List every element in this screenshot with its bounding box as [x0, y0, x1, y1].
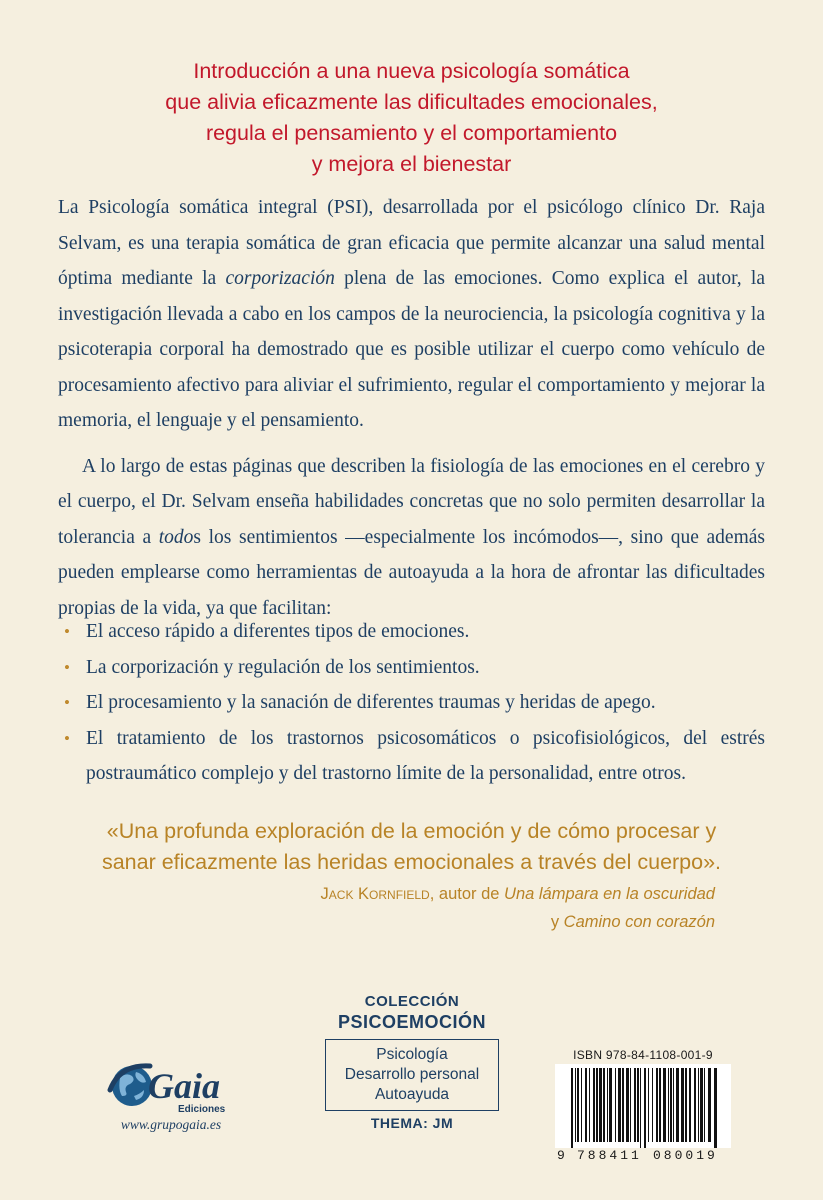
headline-line: que alivia eficazmente las dificultades emocionales, [165, 90, 658, 114]
isbn-barcode [555, 1048, 731, 1163]
barcode-bar [596, 1068, 598, 1142]
barcode-icon [555, 1064, 731, 1148]
quote-line: «Una profunda exploración de la emoción y de cómo procesar y [106, 819, 717, 843]
barcode-bar [659, 1068, 661, 1142]
barcode-digit-group: 080019 [653, 1148, 718, 1163]
bullet-icon: • [64, 622, 70, 641]
isbn-label: ISBN 978-84-1108-001-9 [573, 1048, 713, 1062]
barcode-bar [640, 1068, 641, 1148]
list-item [58, 614, 765, 650]
headline [60, 56, 763, 180]
barcode-bar [585, 1068, 587, 1142]
barcode-bar [593, 1068, 595, 1142]
subject-item: Autoayuda [374, 1086, 450, 1103]
barcode-area [555, 1064, 731, 1148]
attribution-connector: y [550, 913, 564, 931]
bullet-icon: • [64, 728, 70, 748]
barcode-digit-group: 788411 [577, 1148, 642, 1163]
paragraph-1-italic: corporización [225, 268, 335, 289]
barcode-bar [663, 1068, 666, 1142]
headline-line: Introducción a una nueva psicología somática [193, 59, 630, 83]
barcode-bar [670, 1068, 672, 1142]
barcode-bar [656, 1068, 658, 1142]
attribution-book-1: Una lámpara en la oscuridad [504, 885, 715, 903]
barcode-bar [589, 1068, 590, 1142]
barcode-bar [689, 1068, 691, 1142]
logo-wordmark: Gaia [148, 1066, 220, 1106]
barcode-bar [704, 1068, 705, 1142]
barcode-bar [685, 1068, 687, 1142]
barcode-bar [607, 1068, 608, 1142]
quote-line: sanar eficazmente las heridas emocionales a través del cuerpo». [101, 850, 722, 874]
barcode-bar [694, 1068, 696, 1142]
barcode-bar [571, 1068, 573, 1148]
attribution-book-2: Camino con corazón [563, 913, 715, 931]
barcode-bar [714, 1068, 717, 1148]
subject-item: Psicología [376, 1046, 448, 1063]
collection-name: PSICOEMOCIÓN [337, 1012, 486, 1032]
globe-icon [96, 1050, 246, 1120]
barcode-bar [668, 1068, 669, 1142]
collection-label: COLECCIÓN [364, 993, 460, 1010]
list-item [58, 721, 765, 792]
barcode-bar [618, 1068, 621, 1142]
barcode-bar [603, 1068, 605, 1142]
barcode-bar [626, 1068, 629, 1142]
barcode-bar [634, 1068, 636, 1142]
benefits-list [58, 614, 765, 792]
barcode-bar [673, 1068, 674, 1142]
paragraph-2-part: s los sentimientos —especialmente los incómodos—, sino que además pueden emplearse como herramientas de autoayuda a la hora de afrontar las dificultades propias de la vida, ya que facilitan: [58, 526, 765, 619]
barcode-bar [676, 1068, 679, 1142]
list-item [58, 685, 765, 721]
barcode-bar [644, 1068, 646, 1148]
paragraph-1 [58, 190, 765, 439]
quote-attribution [195, 880, 715, 936]
barcode-bar [622, 1068, 624, 1142]
logo-subtitle: Ediciones [178, 1104, 226, 1115]
subject-item: Desarrollo personal [344, 1066, 480, 1083]
attribution-line-2 [195, 908, 715, 936]
blurb [58, 190, 765, 636]
bullet-icon: • [64, 657, 70, 677]
barcode-bar [609, 1068, 612, 1142]
list-item-text: El tratamiento de los trastornos psicosomáticos o psicofisiológicos, del estrés postraumático complejo y del trastorno límite de la personalidad, entre otros. [86, 727, 765, 784]
list-item-text: La corporización y regulación de los sentimientos. [86, 656, 480, 678]
barcode-bar [652, 1068, 653, 1142]
barcode-bar [575, 1068, 576, 1142]
attribution-text: , autor de [429, 885, 505, 903]
barcode-bar [637, 1068, 639, 1142]
paragraph-2 [58, 449, 765, 627]
endorsement-quote [60, 816, 763, 878]
barcode-bar [648, 1068, 649, 1142]
barcode-bar [577, 1068, 579, 1142]
publisher-url: www.grupogaia.es [120, 1117, 222, 1132]
thema-code: THEMA: JM [370, 1115, 454, 1131]
list-item-text: El acceso rápido a diferentes tipos de emociones. [86, 621, 470, 642]
barcode-digits [555, 1148, 731, 1164]
attribution-author: Jack Kornfield [320, 885, 430, 903]
barcode-bar [708, 1068, 711, 1142]
barcode-bar [700, 1068, 703, 1142]
paragraph-1-part: plena de las emociones. Como explica el autor, la investigación llevada a cabo en los campos de la neurociencia, la psicología cognitiva y la psicoterapia corporal ha demostrado que es posible utilizar el cuerpo como vehículo de procesamiento afectivo para aliviar el sufrimiento, regular el comportamiento y mejorar la memoria, el lenguaje y el pensamiento. [58, 268, 766, 431]
paragraph-2-part: A lo largo de estas páginas que describen la fisiología de las emociones en el cerebro y el cuerpo, el Dr. Selvam enseña habilidades concretas que no solo permiten desarrollar la tolerancia a [58, 455, 765, 548]
barcode-bar [599, 1068, 602, 1142]
list-item [58, 650, 765, 686]
headline-line: regula el pensamiento y el comportamiento [205, 121, 618, 145]
paragraph-1-part: La Psicología somática integral (PSI), desarrollada por el psicólogo clínico Dr. Raja Selvam, es una terapia somática de gran eficacia que permite alcanzar una salud mental óptima mediante la [58, 197, 765, 289]
barcode-bar [681, 1068, 684, 1142]
barcode-bar [581, 1068, 582, 1142]
barcode-bar [630, 1068, 631, 1142]
paragraph-2-italic: todo [158, 526, 194, 548]
bullet-icon: • [64, 693, 70, 712]
attribution-line-1 [195, 880, 715, 908]
headline-line: y mejora el bienestar [311, 152, 512, 176]
collection-block [312, 993, 512, 1131]
barcode-bar [698, 1068, 699, 1142]
barcode-bar [615, 1068, 616, 1142]
barcode-digit-group: 9 [557, 1148, 565, 1163]
subjects-box [325, 1039, 499, 1111]
list-item-text: El procesamiento y la sanación de diferentes traumas y heridas de apego. [86, 692, 656, 713]
